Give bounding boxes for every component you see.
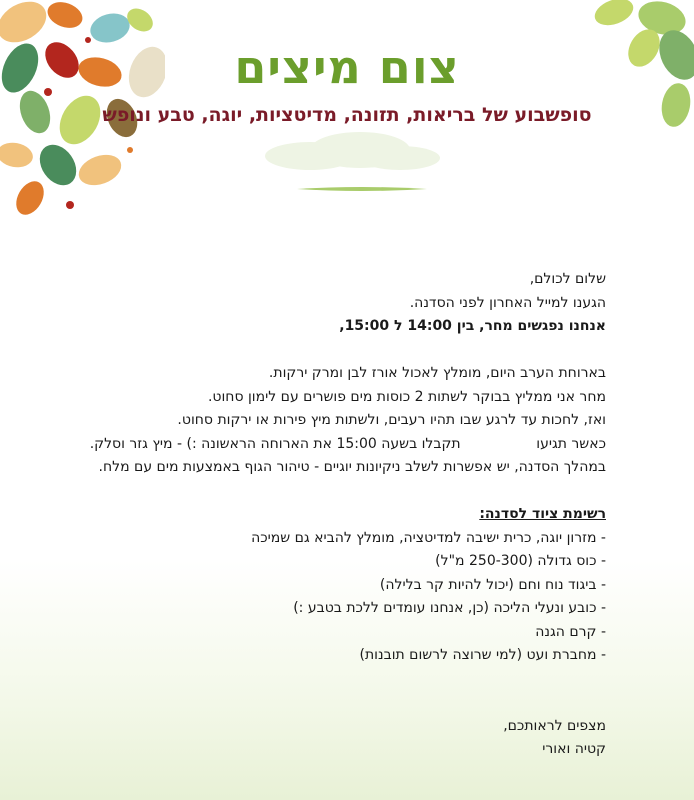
meeting-text: אנחנו נפגשים מחר, בין 14:00 ל 15:00, [339, 318, 606, 334]
equipment-title: רשימת ציוד לסדנה: [479, 506, 606, 522]
cloud-decoration [250, 128, 450, 178]
equipment-item: - מזרון יוגה, כרית ישיבה למדיטציה, מומלץ להביא גם שמיכה [251, 529, 606, 546]
page-title: צום מיצים [234, 40, 460, 94]
equipment-item: - כובע ונעלי הליכה (כן, אנחנו עומדים ללכת בטבע :) [293, 600, 606, 616]
intro-text: הגענו למייל האחרון לפני הסדנה. [409, 294, 606, 311]
paragraph-line: ואז, לחכות עד לרגע שבו תהיו רעבים, ולשתות מיץ פירות או ירקות סחוט. [177, 412, 606, 428]
paragraph-line: מחר אני ממליץ בבוקר לשתות 2 כוסות מים פושרים עם לימון סחוט. [207, 388, 606, 405]
paragraph-line: במהלך הסדנה, יש אפשרות לשלב ניקיונות יוגיים - טיהור הגוף באמצעות מים עם מלח. [98, 459, 606, 475]
letter-body [66, 268, 606, 762]
equipment-item: - מחברת ועט (למי שרוצה לרשום תובנות) [359, 647, 606, 663]
paragraph-line: בארוחת הערב היום, מומלץ לאכול אורז לבן ומרק ירקות. [268, 365, 606, 381]
greeting-text: שלום לכולם, [529, 271, 606, 287]
equipment-item: - ביגוד נוח וחם (יכול להיות קר בלילה) [379, 576, 606, 593]
equipment-item: - כוס גדולה (250-300 מ"ל) [435, 553, 606, 569]
closing-text: מצפים לראותכם, [503, 717, 606, 734]
page-subtitle: סופשבוע של בריאות, תזונה, מדיטציות, יוגה, טבע ונופש [102, 104, 592, 126]
divider-ornament [297, 186, 427, 192]
signature-text: קטיה ואורי [542, 741, 606, 757]
paragraph-line: כאשר תגיעו תקבלו בשעה 15:00 את הארוחה הראשונה :) - מיץ גזר וסלק. [89, 435, 606, 452]
equipment-item: - קרם הגנה [535, 623, 606, 640]
